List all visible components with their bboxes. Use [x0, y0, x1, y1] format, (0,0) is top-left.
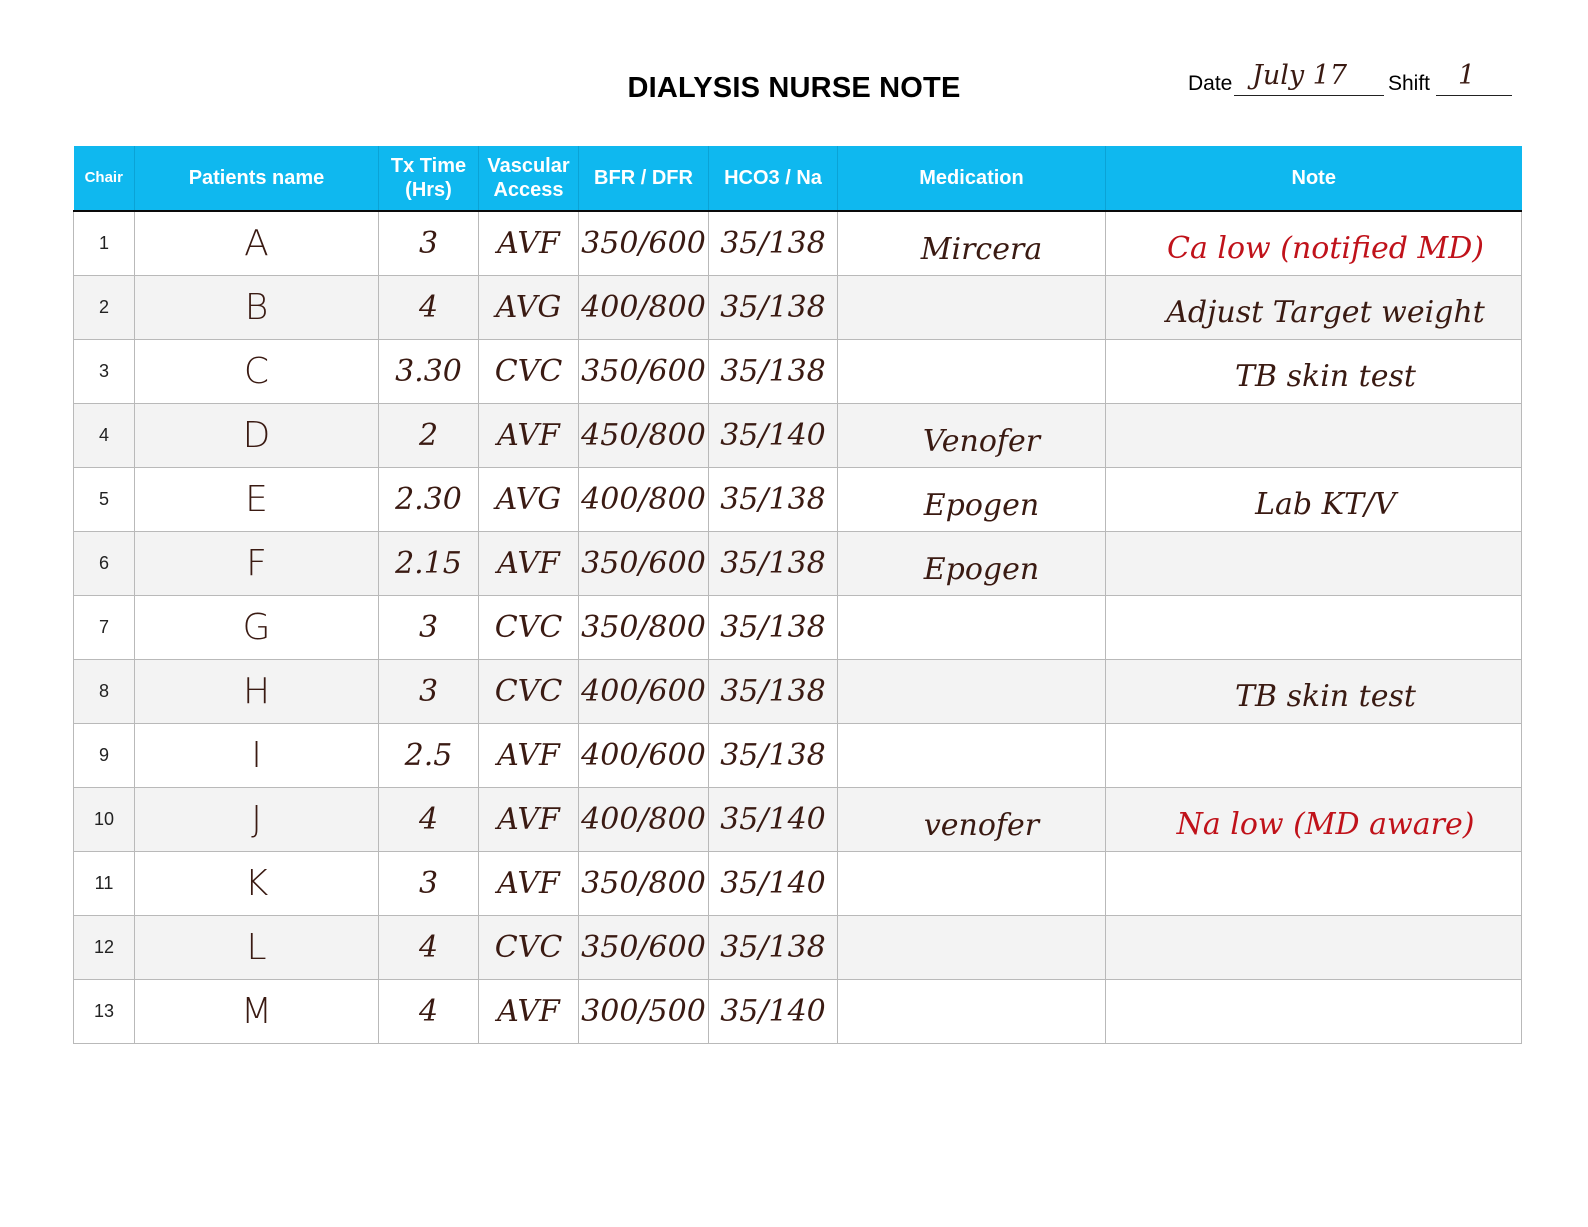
bfr-dfr-cell[interactable]	[579, 211, 709, 276]
tx-time-value: 3.30	[395, 354, 462, 389]
table-row	[74, 211, 1522, 276]
vascular-access-value: AVF	[497, 418, 560, 453]
hco3-na-cell[interactable]	[709, 276, 838, 340]
patient-name-value: M	[240, 991, 273, 1032]
date-shift-block	[1188, 60, 1518, 100]
patient-name-cell[interactable]	[135, 404, 379, 468]
medication-cell[interactable]	[838, 404, 1106, 468]
chair-number-cell[interactable]: 7	[74, 596, 135, 660]
tx-time-cell[interactable]	[379, 276, 479, 340]
hco3-na-value: 35/140	[720, 994, 826, 1029]
bfr-dfr-cell[interactable]	[579, 276, 709, 340]
hco3-na-cell[interactable]	[709, 532, 838, 596]
medication-value: Epogen	[923, 552, 1040, 587]
table-row	[74, 340, 1522, 404]
note-cell[interactable]	[1106, 980, 1522, 1044]
patient-name-cell[interactable]	[135, 852, 379, 916]
column-header-chair: Chair	[74, 146, 135, 211]
table-row	[74, 404, 1522, 468]
patient-name-value: E	[245, 479, 268, 520]
hco3-na-value: 35/138	[720, 354, 826, 389]
patient-name-cell[interactable]	[135, 788, 379, 852]
vascular-access-cell[interactable]	[479, 276, 579, 340]
shift-value[interactable]: 1	[1458, 60, 1476, 91]
column-header-note: Note	[1106, 146, 1522, 211]
shift-line	[1436, 95, 1512, 96]
medication-cell[interactable]	[838, 340, 1106, 404]
patient-name-value: J	[251, 799, 262, 840]
vascular-access-value: CVC	[494, 674, 563, 709]
vascular-access-cell[interactable]	[479, 852, 579, 916]
chair-number-cell[interactable]: 1	[74, 211, 135, 276]
note-cell[interactable]	[1106, 724, 1522, 788]
column-header-vascular-access-line2: Access	[493, 179, 564, 201]
vascular-access-value: AVF	[497, 226, 560, 261]
bfr-dfr-cell[interactable]	[579, 468, 709, 532]
vascular-access-cell[interactable]	[479, 980, 579, 1044]
hco3-na-cell[interactable]	[709, 852, 838, 916]
medication-cell[interactable]	[838, 276, 1106, 340]
tx-time-cell[interactable]	[379, 788, 479, 852]
hco3-na-value: 35/138	[720, 290, 826, 325]
bfr-dfr-cell[interactable]	[579, 596, 709, 660]
patient-name-value: H	[242, 671, 271, 712]
note-cell[interactable]	[1106, 852, 1522, 916]
patient-name-cell[interactable]	[135, 724, 379, 788]
page-title: DIALYSIS NURSE NOTE	[627, 72, 961, 104]
patient-name-cell[interactable]	[135, 596, 379, 660]
bfr-dfr-value: 450/800	[581, 418, 706, 453]
vascular-access-cell[interactable]	[479, 788, 579, 852]
hco3-na-value: 35/140	[720, 802, 826, 837]
note-cell[interactable]	[1106, 532, 1522, 596]
column-header-bfr-dfr: BFR / DFR	[579, 146, 709, 211]
chair-number-cell[interactable]: 11	[74, 852, 135, 916]
tx-time-cell[interactable]	[379, 916, 479, 980]
column-header-tx-time-line1: Tx Time	[390, 155, 467, 177]
chair-number-cell[interactable]: 13	[74, 980, 135, 1044]
hco3-na-value: 35/140	[720, 418, 826, 453]
note-value: Ca low (notified MD)	[1167, 231, 1484, 266]
chair-number-cell[interactable]: 3	[74, 340, 135, 404]
bfr-dfr-value: 350/600	[581, 930, 706, 965]
tx-time-value: 4	[418, 930, 439, 965]
vascular-access-cell[interactable]	[479, 468, 579, 532]
note-cell[interactable]	[1106, 660, 1522, 724]
medication-cell[interactable]	[838, 724, 1106, 788]
tx-time-cell[interactable]	[379, 852, 479, 916]
tx-time-value: 2.5	[404, 738, 453, 773]
date-value[interactable]: July 17	[1252, 60, 1348, 91]
table-row	[74, 660, 1522, 724]
hco3-na-cell[interactable]	[709, 404, 838, 468]
tx-time-value: 2.30	[395, 482, 462, 517]
tx-time-value: 3	[418, 226, 439, 261]
hco3-na-value: 35/138	[720, 738, 826, 773]
tx-time-cell[interactable]	[379, 468, 479, 532]
table-row	[74, 468, 1522, 532]
patient-name-cell[interactable]	[135, 468, 379, 532]
hco3-na-cell[interactable]	[709, 211, 838, 276]
patient-name-cell[interactable]	[135, 980, 379, 1044]
patient-name-cell[interactable]	[135, 660, 379, 724]
tx-time-value: 3	[418, 610, 439, 645]
medication-value: venofer	[923, 808, 1040, 843]
hco3-na-value: 35/138	[720, 482, 826, 517]
medication-cell[interactable]	[838, 532, 1106, 596]
medication-value: Mircera	[920, 232, 1043, 267]
shift-label: Shift	[1388, 72, 1431, 95]
medication-value: Epogen	[923, 488, 1040, 523]
note-value: Adjust Target weight	[1166, 295, 1485, 330]
table-row	[74, 788, 1522, 852]
vascular-access-value: AVF	[497, 866, 560, 901]
hco3-na-value: 35/140	[720, 866, 826, 901]
vascular-access-cell[interactable]	[479, 660, 579, 724]
tx-time-value: 3	[418, 866, 439, 901]
vascular-access-cell[interactable]	[479, 211, 579, 276]
tx-time-cell[interactable]	[379, 596, 479, 660]
patient-name-cell[interactable]	[135, 532, 379, 596]
bfr-dfr-cell[interactable]	[579, 404, 709, 468]
tx-time-cell[interactable]	[379, 980, 479, 1044]
chair-number-cell[interactable]: 6	[74, 532, 135, 596]
vascular-access-value: AVF	[497, 546, 560, 581]
hco3-na-value: 35/138	[720, 546, 826, 581]
tx-time-cell[interactable]	[379, 660, 479, 724]
chair-number-cell[interactable]: 10	[74, 788, 135, 852]
patient-name-value: D	[242, 415, 271, 456]
vascular-access-cell[interactable]	[479, 404, 579, 468]
patient-name-cell[interactable]	[135, 916, 379, 980]
note-cell[interactable]	[1106, 276, 1522, 340]
vascular-access-cell[interactable]	[479, 916, 579, 980]
bfr-dfr-value: 400/800	[581, 290, 706, 325]
note-value: TB skin test	[1235, 359, 1416, 394]
medication-cell[interactable]	[838, 980, 1106, 1044]
vascular-access-cell[interactable]	[479, 596, 579, 660]
bfr-dfr-value: 300/500	[581, 994, 706, 1029]
medication-cell[interactable]	[838, 916, 1106, 980]
vascular-access-value: AVG	[495, 290, 562, 325]
chair-number-cell[interactable]: 12	[74, 916, 135, 980]
bfr-dfr-value: 400/800	[581, 482, 706, 517]
note-value: TB skin test	[1235, 679, 1416, 714]
vascular-access-cell[interactable]	[479, 340, 579, 404]
patient-name-value: K	[244, 863, 269, 904]
hco3-na-cell[interactable]	[709, 980, 838, 1044]
hco3-na-cell[interactable]	[709, 788, 838, 852]
table-row	[74, 980, 1522, 1044]
tx-time-cell[interactable]	[379, 532, 479, 596]
column-header-vascular-access-line1: Vascular	[487, 155, 570, 177]
column-header-medication: Medication	[838, 146, 1106, 211]
note-value: Lab KT/V	[1255, 487, 1396, 522]
patient-name-cell[interactable]	[135, 276, 379, 340]
patient-name-cell[interactable]	[135, 340, 379, 404]
tx-time-value: 2.15	[395, 546, 462, 581]
bfr-dfr-value: 400/600	[581, 674, 706, 709]
column-header-patient-name: Patients name	[135, 146, 379, 211]
medication-cell[interactable]	[838, 788, 1106, 852]
date-line	[1234, 95, 1384, 96]
medication-value: Venofer	[922, 424, 1041, 459]
vascular-access-cell[interactable]	[479, 532, 579, 596]
vascular-access-value: CVC	[494, 610, 563, 645]
medication-cell[interactable]	[838, 596, 1106, 660]
hco3-na-value: 35/138	[720, 226, 826, 261]
bfr-dfr-value: 400/800	[581, 802, 706, 837]
vascular-access-cell[interactable]	[479, 724, 579, 788]
hco3-na-cell[interactable]	[709, 468, 838, 532]
tx-time-cell[interactable]	[379, 211, 479, 276]
column-header-hco3-na: HCO3 / Na	[709, 146, 838, 211]
bfr-dfr-cell[interactable]	[579, 532, 709, 596]
table-row	[74, 532, 1522, 596]
table-row	[74, 596, 1522, 660]
hco3-na-cell[interactable]	[709, 724, 838, 788]
bfr-dfr-cell[interactable]	[579, 340, 709, 404]
table-row	[74, 916, 1522, 980]
hco3-na-cell[interactable]	[709, 916, 838, 980]
patient-name-value: I	[251, 735, 262, 776]
hco3-na-cell[interactable]	[709, 596, 838, 660]
column-header-tx-time-line2: (Hrs)	[405, 179, 452, 201]
bfr-dfr-cell[interactable]	[579, 660, 709, 724]
hco3-na-value: 35/138	[720, 610, 826, 645]
patient-name-value: L	[246, 927, 267, 968]
chair-number-cell[interactable]: 4	[74, 404, 135, 468]
note-cell[interactable]	[1106, 340, 1522, 404]
table-row	[74, 276, 1522, 340]
medication-cell[interactable]	[838, 468, 1106, 532]
bfr-dfr-value: 350/800	[581, 610, 706, 645]
bfr-dfr-cell[interactable]	[579, 724, 709, 788]
bfr-dfr-value: 350/600	[581, 226, 706, 261]
patient-name-value: C	[243, 351, 270, 392]
tx-time-value: 4	[418, 802, 439, 837]
chair-number-cell[interactable]: 9	[74, 724, 135, 788]
hco3-na-cell[interactable]	[709, 660, 838, 724]
bfr-dfr-value: 350/600	[581, 546, 706, 581]
bfr-dfr-cell[interactable]	[579, 852, 709, 916]
bfr-dfr-cell[interactable]	[579, 788, 709, 852]
table-row	[74, 724, 1522, 788]
nurse-note-table	[73, 146, 1522, 1044]
patient-name-value: A	[244, 223, 269, 264]
date-label: Date	[1188, 72, 1233, 95]
note-cell[interactable]	[1106, 788, 1522, 852]
tx-time-cell[interactable]	[379, 724, 479, 788]
tx-time-cell[interactable]	[379, 340, 479, 404]
chair-number-cell[interactable]: 8	[74, 660, 135, 724]
tx-time-value: 4	[418, 994, 439, 1029]
bfr-dfr-cell[interactable]	[579, 980, 709, 1044]
note-cell[interactable]	[1106, 404, 1522, 468]
vascular-access-value: AVG	[495, 482, 562, 517]
vascular-access-value: AVF	[497, 738, 560, 773]
vascular-access-value: AVF	[497, 802, 560, 837]
vascular-access-value: CVC	[494, 354, 563, 389]
table-header-row	[74, 146, 1522, 211]
column-header-tx-time	[379, 146, 479, 211]
note-cell[interactable]	[1106, 596, 1522, 660]
bfr-dfr-value: 400/600	[581, 738, 706, 773]
hco3-na-value: 35/138	[720, 674, 826, 709]
bfr-dfr-value: 350/800	[581, 866, 706, 901]
bfr-dfr-cell[interactable]	[579, 916, 709, 980]
medication-cell[interactable]	[838, 660, 1106, 724]
patient-name-value: F	[246, 543, 267, 584]
note-cell[interactable]	[1106, 468, 1522, 532]
tx-time-value: 4	[418, 290, 439, 325]
patient-name-value: G	[242, 607, 271, 648]
patient-name-value: B	[244, 287, 269, 328]
note-value: Na low (MD aware)	[1176, 807, 1475, 842]
hco3-na-cell[interactable]	[709, 340, 838, 404]
tx-time-cell[interactable]	[379, 404, 479, 468]
note-cell[interactable]	[1106, 916, 1522, 980]
chair-number-cell[interactable]: 2	[74, 276, 135, 340]
medication-cell[interactable]	[838, 211, 1106, 276]
vascular-access-value: CVC	[494, 930, 563, 965]
tx-time-value: 3	[418, 674, 439, 709]
table-row	[74, 852, 1522, 916]
column-header-vascular-access	[479, 146, 579, 211]
patient-name-cell[interactable]	[135, 211, 379, 276]
chair-number-cell[interactable]: 5	[74, 468, 135, 532]
note-cell[interactable]	[1106, 211, 1522, 276]
vascular-access-value: AVF	[497, 994, 560, 1029]
bfr-dfr-value: 350/600	[581, 354, 706, 389]
hco3-na-value: 35/138	[720, 930, 826, 965]
tx-time-value: 2	[418, 418, 439, 453]
medication-cell[interactable]	[838, 852, 1106, 916]
